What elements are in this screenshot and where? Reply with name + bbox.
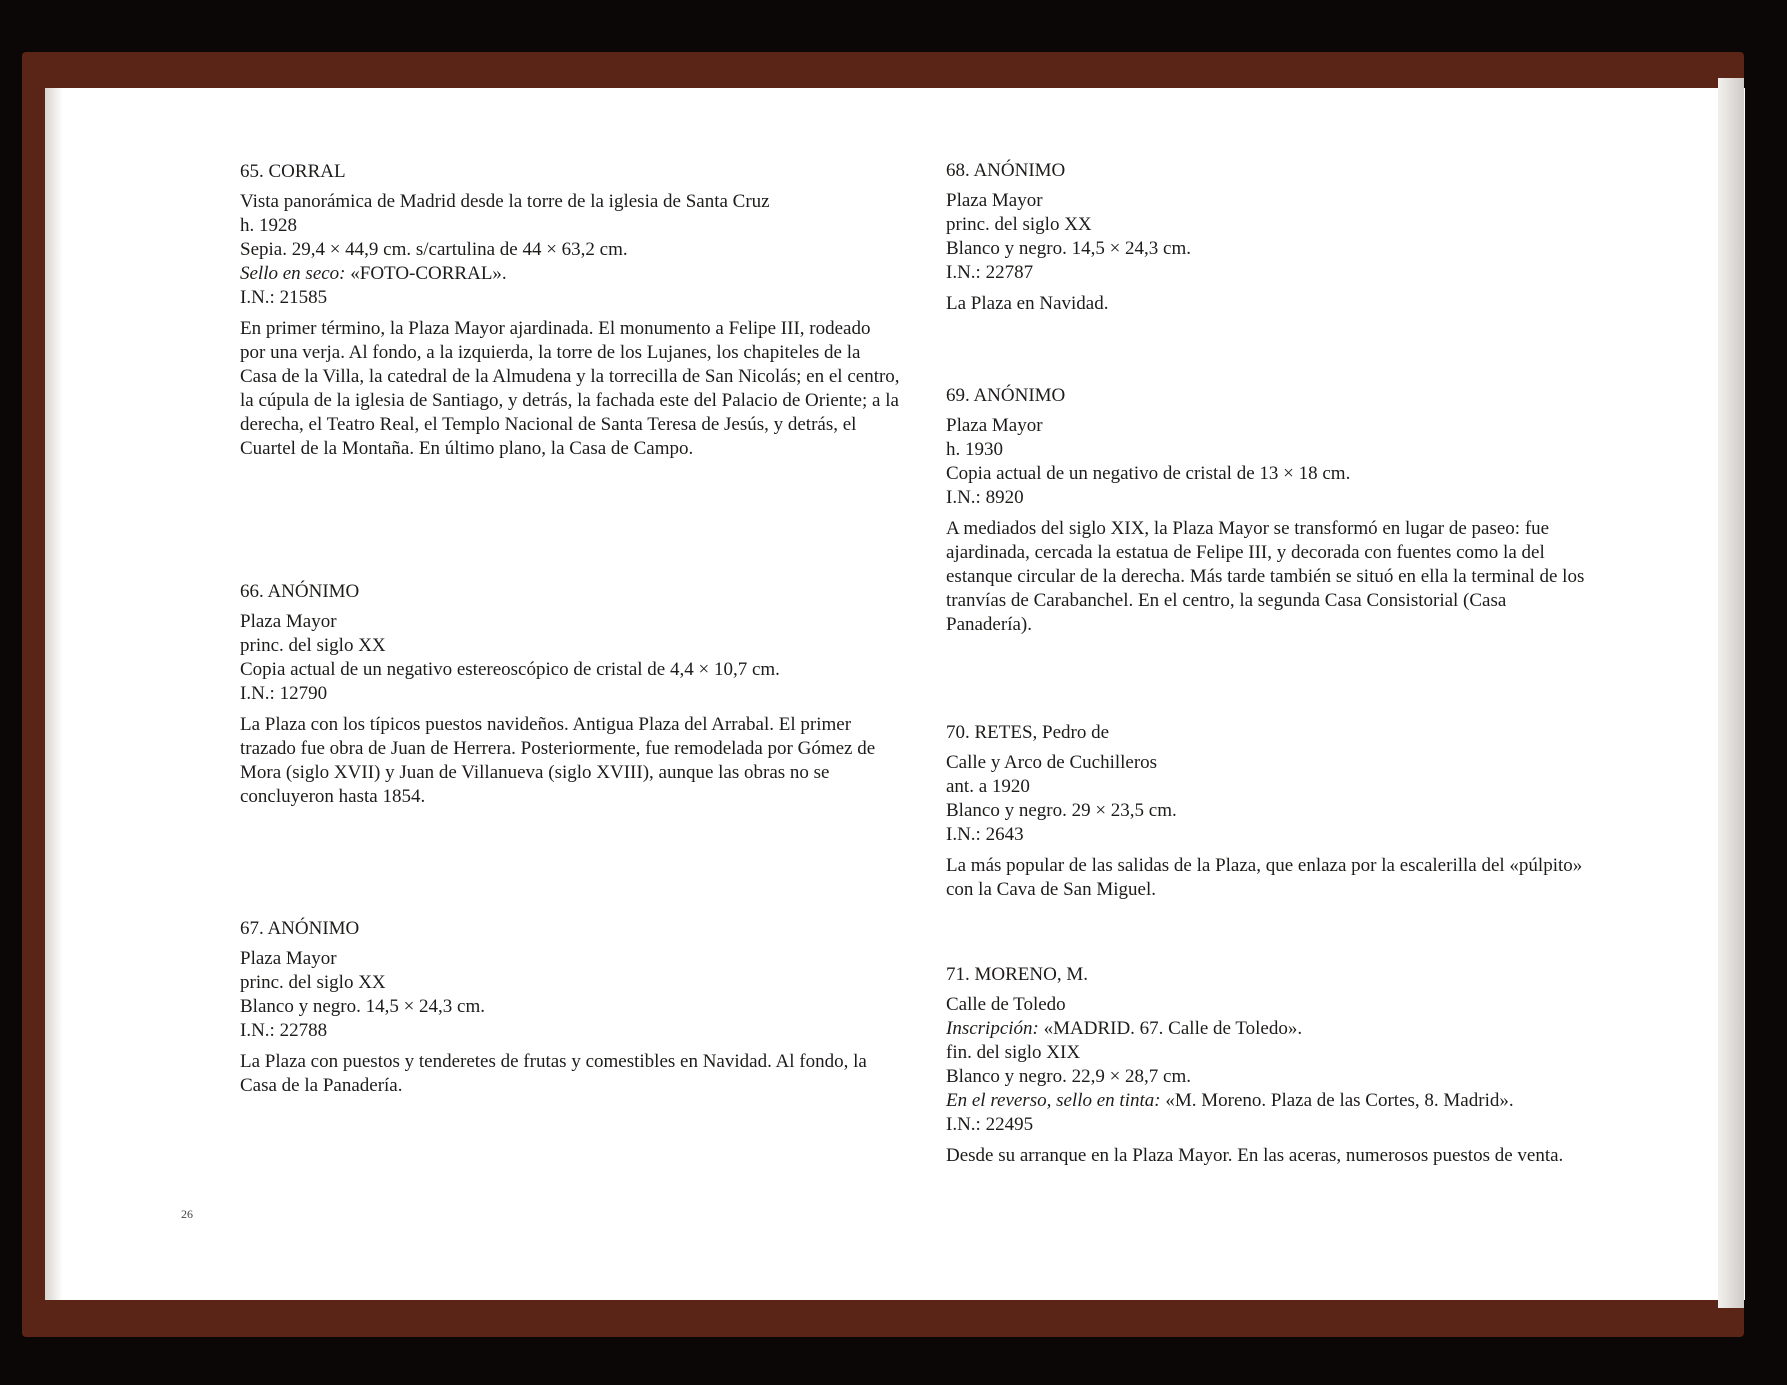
stamp-label: En el reverso, sello en tinta: [946,1090,1161,1111]
entry-technique: Blanco y negro. 14,5 × 24,3 cm. [946,238,1192,259]
entry-description: Desde su arranque en la Plaza Mayor. En las aceras, numerosos puestos de venta. [946,1145,1564,1166]
entry-heading: 70. RETES, Pedro de [946,722,1110,743]
inscription-text: «MADRID. 67. Calle de Toledo». [1038,1018,1303,1039]
stamp-text: «M. Moreno. Plaza de las Cortes, 8. Madrid». [1160,1090,1514,1111]
entry-technique: Blanco y negro. 14,5 × 24,3 cm. [240,996,486,1017]
entry-date: h. 1928 [240,215,297,236]
entry-inventory: I.N.: 12790 [240,683,328,704]
entry-heading: 71. MORENO, M. [946,964,1088,985]
page-number: 26 [181,1207,193,1221]
entry-inventory: I.N.: 8920 [946,487,1024,508]
entry-heading: 69. ANÓNIMO [946,385,1066,406]
entry-technique: Blanco y negro. 29 × 23,5 cm. [946,800,1177,821]
entry-inventory: I.N.: 21585 [240,287,328,308]
catalog-entry-68 [946,159,1596,316]
entry-inventory: I.N.: 2643 [946,824,1024,845]
entry-technique: Copia actual de un negativo de cristal de 13 × 18 cm. [946,463,1351,484]
entry-title: Vista panorámica de Madrid desde la torre de la iglesia de Santa Cruz [240,191,770,212]
inscription-label: Inscripción: [946,1018,1039,1039]
catalog-entry-71 [946,963,1596,1168]
inscription-label: Sello en seco: [240,263,346,284]
entry-title: Plaza Mayor [240,611,337,632]
entry-heading: 67. ANÓNIMO [240,918,360,939]
entry-description: A mediados del siglo XIX, la Plaza Mayor se transformó en lugar de paseo: fue ajardinada, cercada la estatua de Felipe III, y decorada con fuentes como la del estanque circular de la derecha. Más tarde también se situó en ella la terminal de los tranvías de Carabanchel. En el centro, la segunda Casa Consistorial (Casa Panadería). [946,518,1585,635]
entry-technique: Blanco y negro. 22,9 × 28,7 cm. [946,1066,1192,1087]
entry-technique: Sepia. 29,4 × 44,9 cm. s/cartulina de 44 × 63,2 cm. [240,239,628,260]
entry-title: Calle de Toledo [946,994,1066,1015]
entry-description: La más popular de las salidas de la Plaza, que enlaza por la escalerilla del «púlpito» con la Cava de San Miguel. [946,855,1583,900]
entry-stamp [946,1089,1596,1113]
entry-technique: Copia actual de un negativo estereoscópico de cristal de 4,4 × 10,7 cm. [240,659,780,680]
entry-description: En primer término, la Plaza Mayor ajardinada. El monumento a Felipe III, rodeado por una verja. Al fondo, a la izquierda, la torre de los Lujanes, los chapiteles de la Casa de la Villa, la catedral de la Almudena y la torrecilla de San Nicolás; en el centro, la cúpula de la iglesia de Santiago, y detrás, la fachada este del Palacio de Oriente; a la derecha, el Teatro Real, el Templo Nacional de Santa Teresa de Jesús, y detrás, el Cuartel de la Montaña. En último plano, la Casa de Campo. [240,318,900,459]
entry-inscription [240,262,900,286]
entry-description: La Plaza en Navidad. [946,293,1109,314]
entry-description: La Plaza con puestos y tenderetes de frutas y comestibles en Navidad. Al fondo, la Casa de la Panadería. [240,1051,867,1096]
entry-title: Calle y Arco de Cuchilleros [946,752,1158,773]
catalog-entry-69 [946,384,1596,637]
entry-heading: 65. CORRAL [240,161,346,182]
entry-title: Plaza Mayor [240,948,337,969]
entry-inventory: I.N.: 22788 [240,1020,328,1041]
page-gutter-shadow [45,88,63,1300]
entry-heading: 68. ANÓNIMO [946,160,1066,181]
catalog-entry-67 [240,917,900,1098]
inscription-text: «FOTO-CORRAL». [345,263,507,284]
catalog-entry-70 [946,721,1596,902]
entry-description: La Plaza con los típicos puestos navideños. Antigua Plaza del Arrabal. El primer trazado fue obra de Juan de Herrera. Posteriormente, fue remodelada por Gómez de Mora (siglo XVII) y Juan de Villanueva (siglo XVIII), aunque las obras no se concluyeron hasta 1854. [240,714,876,807]
entry-title: Plaza Mayor [946,415,1043,436]
entry-date: ant. a 1920 [946,776,1030,797]
entry-date: h. 1930 [946,439,1003,460]
entry-date: fin. del siglo XIX [946,1042,1081,1063]
entry-inventory: I.N.: 22495 [946,1114,1034,1135]
entry-title: Plaza Mayor [946,190,1043,211]
entry-inventory: I.N.: 22787 [946,262,1034,283]
page-edge [1718,78,1744,1308]
catalog-entry-65 [240,160,900,461]
catalog-entry-66 [240,580,900,809]
entry-date: princ. del siglo XX [946,214,1092,235]
entry-inscription [946,1017,1596,1041]
entry-date: princ. del siglo XX [240,972,386,993]
entry-heading: 66. ANÓNIMO [240,581,360,602]
entry-date: princ. del siglo XX [240,635,386,656]
